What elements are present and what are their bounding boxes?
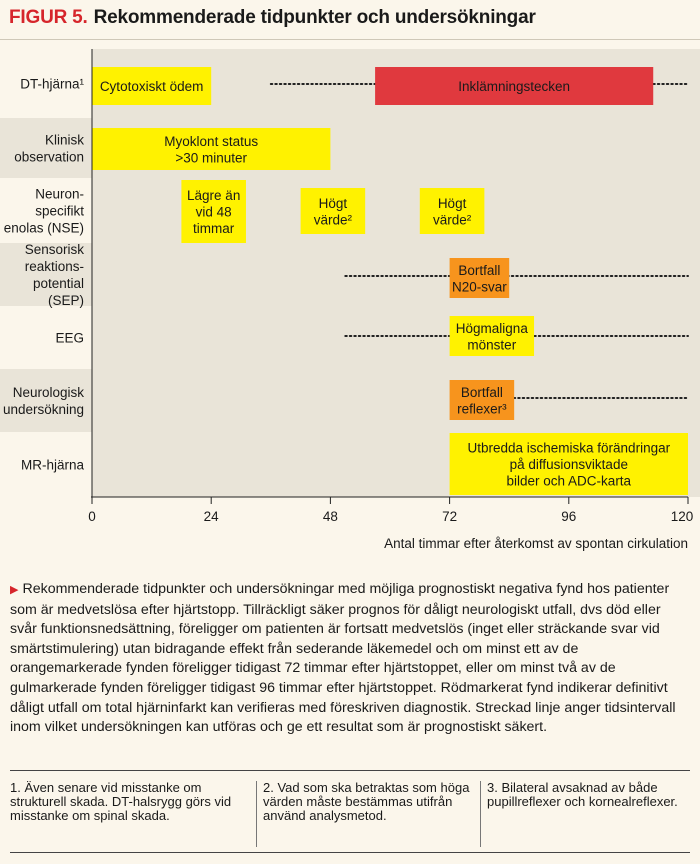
footnote-divider-top (10, 770, 690, 771)
figure-label: FIGUR 5. (9, 7, 88, 28)
bar-label: Utbredda ischemiska förändringar (467, 440, 671, 456)
bar-label: Bortfall (458, 262, 501, 278)
x-tick-label: 96 (561, 509, 577, 524)
bar-label: Lägre än (187, 188, 241, 203)
bar-label: Cytotoxiskt ödem (99, 79, 204, 94)
footnote-3: 3. Bilateral avsaknad av både pupillreflexer och kornealreflexer. (480, 781, 691, 847)
row-label: MR-hjärna (20, 457, 84, 473)
row-label: undersökning (2, 402, 84, 417)
row-label: DT-hjärna¹ (20, 76, 84, 92)
footnote-1: 1. Även senare vid misstanke om strukturell skada. DT-halsrygg görs vid misstanke om spinal skada. (10, 780, 232, 823)
timeline-chart (0, 40, 700, 560)
row-label: Neurologisk (12, 385, 84, 400)
bar-label: värde² (432, 212, 472, 228)
row-label: Sensorisk (24, 242, 84, 257)
row-label: (SEP) (47, 293, 84, 308)
bar-label: >30 minuter (175, 150, 248, 166)
bar-label: värde² (313, 212, 353, 228)
bar-label: N20-svar (452, 279, 507, 295)
row-label: reaktions- (24, 259, 84, 274)
bar-label: Högmaligna (455, 320, 528, 336)
row-label: Klinisk (44, 132, 84, 148)
row-band (0, 243, 700, 306)
caption-marker: ▶ (10, 584, 19, 596)
row-label: observation (14, 149, 84, 165)
figure-title (9, 7, 536, 29)
x-tick-label: 120 (670, 509, 694, 524)
row-label: EEG (55, 330, 84, 346)
x-axis-label: Antal timmar efter återkomst av spontan cirkulation (384, 536, 688, 551)
x-tick-label: 48 (322, 509, 338, 524)
bar-label: Myoklont status (164, 133, 259, 149)
bar-label: reflexer³ (457, 401, 507, 417)
bar-label: Högt (437, 195, 467, 211)
bar-label: bilder och ADC-karta (506, 473, 632, 489)
bar-label: vid 48 (195, 204, 232, 220)
x-tick-label: 24 (203, 509, 219, 524)
bar-label: Bortfall (460, 384, 503, 400)
bar-label: Inklämningstecken (458, 79, 571, 94)
x-tick-label: 72 (442, 509, 458, 524)
bar-label: mönster (467, 337, 517, 353)
bar-label: timmar (193, 221, 235, 236)
bar-label: på diffusionsviktade (509, 457, 628, 472)
row-label: enolas (NSE) (3, 220, 84, 236)
row-band (92, 306, 700, 369)
figure-caption (10, 580, 688, 738)
row-label: Neuron- (35, 186, 84, 202)
row-label: potential (32, 276, 84, 291)
footnote-2: 2. Vad som ska betraktas som höga värden måste bestämmas utifrån använd analysmetod. (256, 781, 473, 847)
footnotes (10, 781, 690, 847)
x-tick-label: 0 (88, 509, 96, 524)
footnote-divider-bottom (10, 852, 690, 853)
figure-title-text: Rekommenderade tidpunkter och undersökningar (93, 7, 536, 28)
bar-label: Högt (318, 195, 348, 211)
row-label: specifikt (35, 203, 84, 219)
row-band (0, 369, 700, 432)
caption-text: Rekommenderade tidpunkter och undersökningar med möjliga prognostiskt negativa fynd hos patienter som är medvetslösa efter hjärtstopp. Tillräckligt säker prognos för dåligt neurologiskt utfall, dvs död eller svår funktionsnedsättning, föreligger om patienten är fortsatt medvetslös (inget eller sträckande svar vid smärtstimulering) utan bidragande effekt från sederande läkemedel och om minst ett av de orangemarkerade fynden föreligger tidigast 72 timmar efter hjärtstoppet, eller om minst två av de gulmarkerade fynden föreligger tidigast 96 timmar efter hjärtstoppet. Rödmarkerat fynd indikerar definitivt dåligt utfall om total hjärninfarkt kan verifieras med föreskriven diagnostik. Streckad linje anger tidsintervall inom vilket undersökningen kan utföras och ge ett resultat som är prognostiskt säkert. (10, 581, 676, 736)
